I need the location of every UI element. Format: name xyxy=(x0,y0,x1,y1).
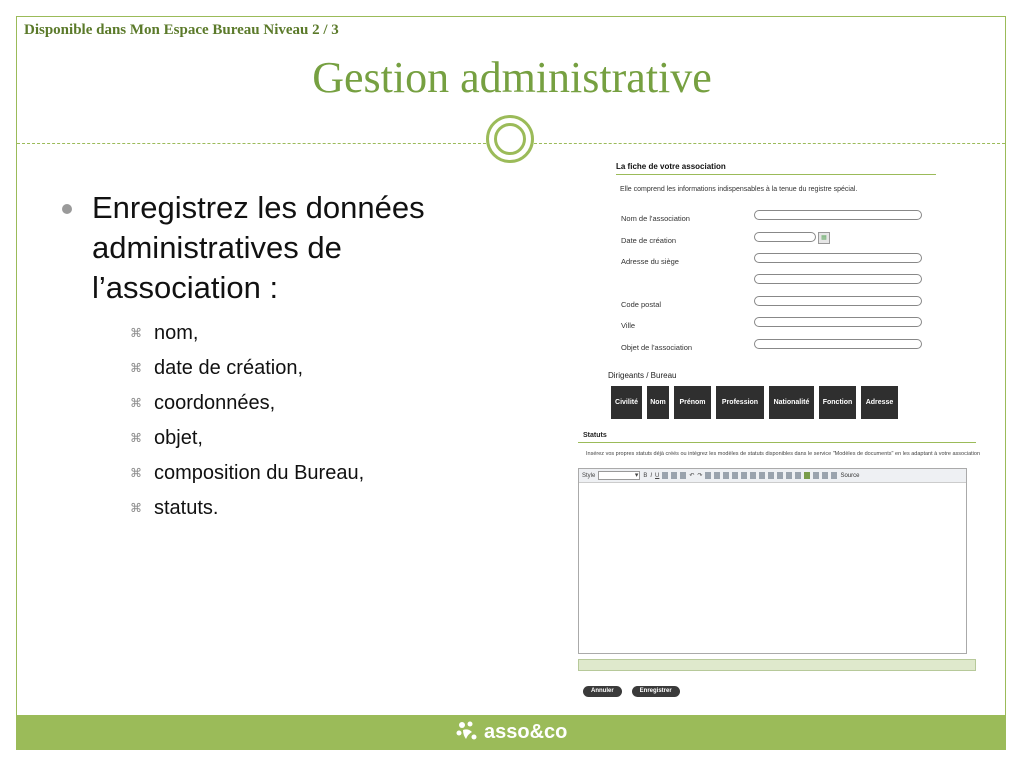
paste-icon[interactable] xyxy=(732,472,738,479)
column-fonction[interactable]: Fonction xyxy=(819,386,856,419)
sub-bullet-marker-icon: ⌘ xyxy=(130,361,142,375)
main-bullet xyxy=(62,188,482,308)
source-button[interactable]: Source xyxy=(840,472,860,479)
calendar-icon[interactable]: ▦ xyxy=(818,232,830,244)
title-divider-left xyxy=(17,143,486,144)
asso-co-logo-icon xyxy=(454,719,480,745)
main-bullet-text: Enregistrez les données administratives de l’association : xyxy=(92,190,425,305)
adresse-siege-input[interactable] xyxy=(754,253,922,263)
slide-title: Gestion administrative xyxy=(312,53,712,102)
flash-icon[interactable] xyxy=(813,472,819,479)
style-label: Style xyxy=(582,472,596,479)
sub-bullet-marker-icon: ⌘ xyxy=(130,431,142,445)
sub-bullet-marker-icon: ⌘ xyxy=(130,396,142,410)
sub-bullet-item: ⌘ statuts. xyxy=(130,491,364,526)
objet-association-input[interactable] xyxy=(754,339,922,349)
label-objet-association: Objet de l'association xyxy=(621,343,693,352)
ring-ornament-icon xyxy=(486,115,534,163)
form-actions xyxy=(583,686,680,697)
paste-word-icon[interactable] xyxy=(750,472,756,479)
align-left-icon[interactable] xyxy=(768,472,774,479)
association-form-screenshot xyxy=(578,150,981,710)
sub-bullet-list xyxy=(130,316,364,526)
dirigeants-columns xyxy=(611,386,898,419)
cut-icon[interactable] xyxy=(714,472,720,479)
align-center-icon[interactable] xyxy=(777,472,783,479)
label-ville: Ville xyxy=(621,321,636,330)
column-adresse[interactable]: Adresse xyxy=(861,386,898,419)
statuts-instructions: Insérez vos propres statuts déjà créés ou intégrez les modèles de statuts disponibles dans le service "Modèles de documents" en les adaptant à votre association xyxy=(586,451,981,457)
sub-bullet-item: ⌘ coordonnées, xyxy=(130,386,364,421)
paste-text-icon[interactable] xyxy=(741,472,747,479)
anchor-icon[interactable] xyxy=(680,472,686,479)
form-title: La fiche de votre association xyxy=(616,162,726,171)
align-right-icon[interactable] xyxy=(786,472,792,479)
sub-bullet-marker-icon: ⌘ xyxy=(130,326,142,340)
form-title-divider xyxy=(616,174,936,175)
sub-bullet-item: ⌘ nom, xyxy=(130,316,364,351)
code-postal-input[interactable] xyxy=(754,296,922,306)
link-icon[interactable] xyxy=(662,472,668,479)
adresse-siege-input-2[interactable] xyxy=(754,274,922,284)
unlink-icon[interactable] xyxy=(671,472,677,479)
image-icon[interactable] xyxy=(804,472,810,479)
save-button[interactable]: Enregistrer xyxy=(632,686,680,697)
title-divider-right xyxy=(534,143,1005,144)
column-civilite[interactable]: Civilité xyxy=(611,386,642,419)
asso-co-logo xyxy=(454,717,567,747)
date-creation-input[interactable] xyxy=(754,232,816,242)
underline-icon[interactable]: U xyxy=(655,472,660,479)
bullet-dot-icon xyxy=(62,204,72,214)
spellcheck-icon[interactable] xyxy=(759,472,765,479)
italic-icon[interactable]: I xyxy=(650,472,653,479)
column-nationalite[interactable]: Nationalité xyxy=(769,386,814,419)
statuts-title: Statuts xyxy=(583,432,607,439)
label-adresse-siege: Adresse du siège xyxy=(621,257,679,266)
nom-association-input[interactable] xyxy=(754,210,922,220)
bold-icon[interactable]: B xyxy=(643,472,648,479)
statuts-rich-text-editor[interactable] xyxy=(578,468,967,654)
editor-status-bar xyxy=(578,659,976,671)
list-icon[interactable] xyxy=(705,472,711,479)
statuts-divider xyxy=(578,442,976,443)
label-nom-association: Nom de l'association xyxy=(621,214,690,223)
sub-bullet-item: ⌘ composition du Bureau, xyxy=(130,456,364,491)
sub-bullet-marker-icon: ⌘ xyxy=(130,501,142,515)
ville-input[interactable] xyxy=(754,317,922,327)
column-nom[interactable]: Nom xyxy=(647,386,669,419)
label-code-postal: Code postal xyxy=(621,300,662,309)
style-select[interactable] xyxy=(598,471,640,480)
table-icon[interactable] xyxy=(822,472,828,479)
logo-text: asso&co xyxy=(484,720,568,743)
label-date-creation: Date de création xyxy=(621,236,677,245)
copy-icon[interactable] xyxy=(723,472,729,479)
slide-top-label: Disponible dans Mon Espace Bureau Niveau 2 / 3 xyxy=(24,22,339,38)
column-profession[interactable]: Profession xyxy=(716,386,764,419)
sub-bullet-item: ⌘ objet, xyxy=(130,421,364,456)
sub-bullet-item: ⌘ date de création, xyxy=(130,351,364,386)
align-justify-icon[interactable] xyxy=(795,472,801,479)
column-prenom[interactable]: Prénom xyxy=(674,386,711,419)
cancel-button[interactable]: Annuler xyxy=(583,686,622,697)
editor-toolbar xyxy=(579,469,966,483)
redo-icon[interactable]: ↷ xyxy=(697,473,703,479)
undo-icon[interactable]: ↶ xyxy=(689,473,695,479)
sub-bullet-marker-icon: ⌘ xyxy=(130,466,142,480)
form-intro: Elle comprend les informations indispensables à la tenue du registre spécial. xyxy=(620,186,858,193)
dirigeants-label: Dirigeants / Bureau xyxy=(608,371,677,380)
special-char-icon[interactable] xyxy=(831,472,837,479)
